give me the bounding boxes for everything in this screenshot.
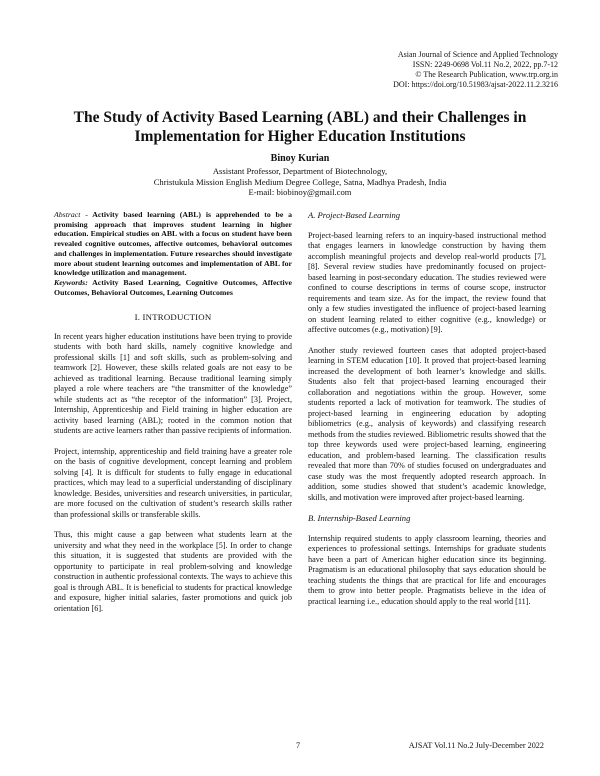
left-column [54, 210, 292, 624]
abstract-text: Activity based learning (ABL) is apprehended to be a promising approach that improves student learning in higher education. Empirical studies on ABL with a focus on student have been revealed cognitive outcomes, affective outcomes, behavioral outcomes and challenges in implementation. Future researches should investigate more about student learning outcomes and implementation of ABL for knowledge utilization and management. [54, 210, 293, 278]
journal-header [393, 50, 558, 90]
section-b-paragraph: Internship required students to apply classroom learning, theories and experiences to professional settings. Internships for graduate students have been a part of American higher education since its beginning. Pragmatism is an educational philosophy that says education should be teaching students the things that are practical for life and encourages them to grow into better people. Pragmatists believe in the idea of practical learning i.e., education should apply to the real world [11]. [308, 533, 546, 606]
author-block [60, 152, 540, 198]
keywords-text: Activity Based Learning, Cognitive Outcomes, Affective Outcomes, Behavioral Outcomes, Learning Outcomes [54, 277, 292, 297]
author-affiliation: Christukula Mission English Medium Degree College, Satna, Madhya Pradesh, India [153, 176, 447, 187]
intro-heading: I. INTRODUCTION [134, 312, 212, 323]
journal-publisher: © The Research Publication, www.trp.org.in [415, 70, 558, 79]
right-column [308, 210, 546, 617]
journal-doi[interactable]: DOI: https://doi.org/10.51983/ajsat-2022.11.2.3216 [393, 80, 558, 89]
intro-paragraph: In recent years higher education institutions have been trying to provide students with both hard skills, namely cognitive knowledge and professional skills [1] and soft skills, such as problem-solving and teamwork [2]. However, these skills related goals are not easy to be achieved as traditional learning. Because traditional learning simply played a role where teachers are “the transmitter of the knowledge” while students act as “the receptor of the information” [3]. Project, Internship, Apprenticeship and Field training in higher education are activity based learning (ABL); rooted in the common notion that students are active learners rather than passive recipients of information. [54, 331, 292, 436]
journal-issn: ISSN: 2249-0698 Vol.11 No.2, 2022, pp.7-12 [412, 60, 558, 69]
intro-paragraph: Thus, this might cause a gap between what students learn at the university and what they need in the workplace [5]. In order to change this situation, it is suggested that students are provided with the opportunity to participate in real problem-solving and knowledge construction in authentic professional contexts. The ways to achieve this goal is through ABL. It is beneficial to students for practical knowledge and exposure, higher initial salaries, faster promotions and quick job orientation [6]. [54, 530, 292, 613]
journal-name: Asian Journal of Science and Applied Technology [397, 50, 558, 59]
author-position: Assistant Professor, Department of Biotechnology, [212, 166, 388, 176]
section-b-heading: B. Internship-Based Learning [308, 513, 411, 523]
abstract [54, 210, 292, 278]
section-a-paragraph: Project-based learning refers to an inquiry-based instructional method that engages learners in knowledge construction by having them accomplish meaningful projects and develop real-world products [7], [8]. Several review studies have predominantly focused on project-based learning in post-secondary education. The studies reviewed were confined to course descriptions in terms of course scope, instructor requirements and team size. As for the impact, the review found that only a few studies investigated the influence of project-based learning on student learning related to either cognitive (e.g., knowledge) or affective outcomes (e.g., motivation) [9]. [308, 230, 546, 334]
footer-journal: AJSAT Vol.11 No.2 July-December 2022 [408, 741, 544, 750]
paper-title: The Study of Activity Based Learning (ABL) and their Challenges in Implementation for Higher Education Institutions [73, 109, 527, 145]
keywords-label: Keywords: [54, 277, 88, 287]
author-email[interactable]: E-mail: biobinoy@gmail.com [248, 187, 352, 198]
keywords [54, 278, 292, 297]
section-a-paragraph: Another study reviewed fourteen cases that adopted project-based learning in STEM education [10]. It proved that project-based learning increased the development of both learner’s knowledge and skills. Students also felt that project-based learning encouraged their collaboration and negotiations within the group. However, some students reported a lack of motivation for teamwork. The studies of project-based learning in engineering education by adopting bibliometrics (e.g., analysis of keywords) and classifying research methods from the studies reviewed. Bibliometric results showed that the top three keywords used were project-based learning, engineering education, and problem-based learning. The classification results revealed that more than 70% of studies focused on undergraduates and case study was the most frequently adopted research approach. In addition, some studies showed that student’s academic knowledge, skills, and motivation were improved after project-based learning. [308, 345, 546, 502]
intro-paragraph: Project, internship, apprenticeship and field training have a greater role on the basis of cognitive development, concept learning and problem solving [4]. It is difficult for students to fully engage in educational practices, which may lead to a superficial understanding of disciplinary knowledge. Besides, universities and research universities, in particular, are more focused on the cultivation of student’s research skills rather than professional skills or transferable skills. [54, 446, 292, 519]
page-number: 7 [296, 741, 301, 750]
author-name: Binoy Kurian [270, 153, 330, 164]
section-a-heading: A. Project-Based Learning [308, 210, 401, 220]
abstract-label: Abstract - [54, 210, 88, 219]
